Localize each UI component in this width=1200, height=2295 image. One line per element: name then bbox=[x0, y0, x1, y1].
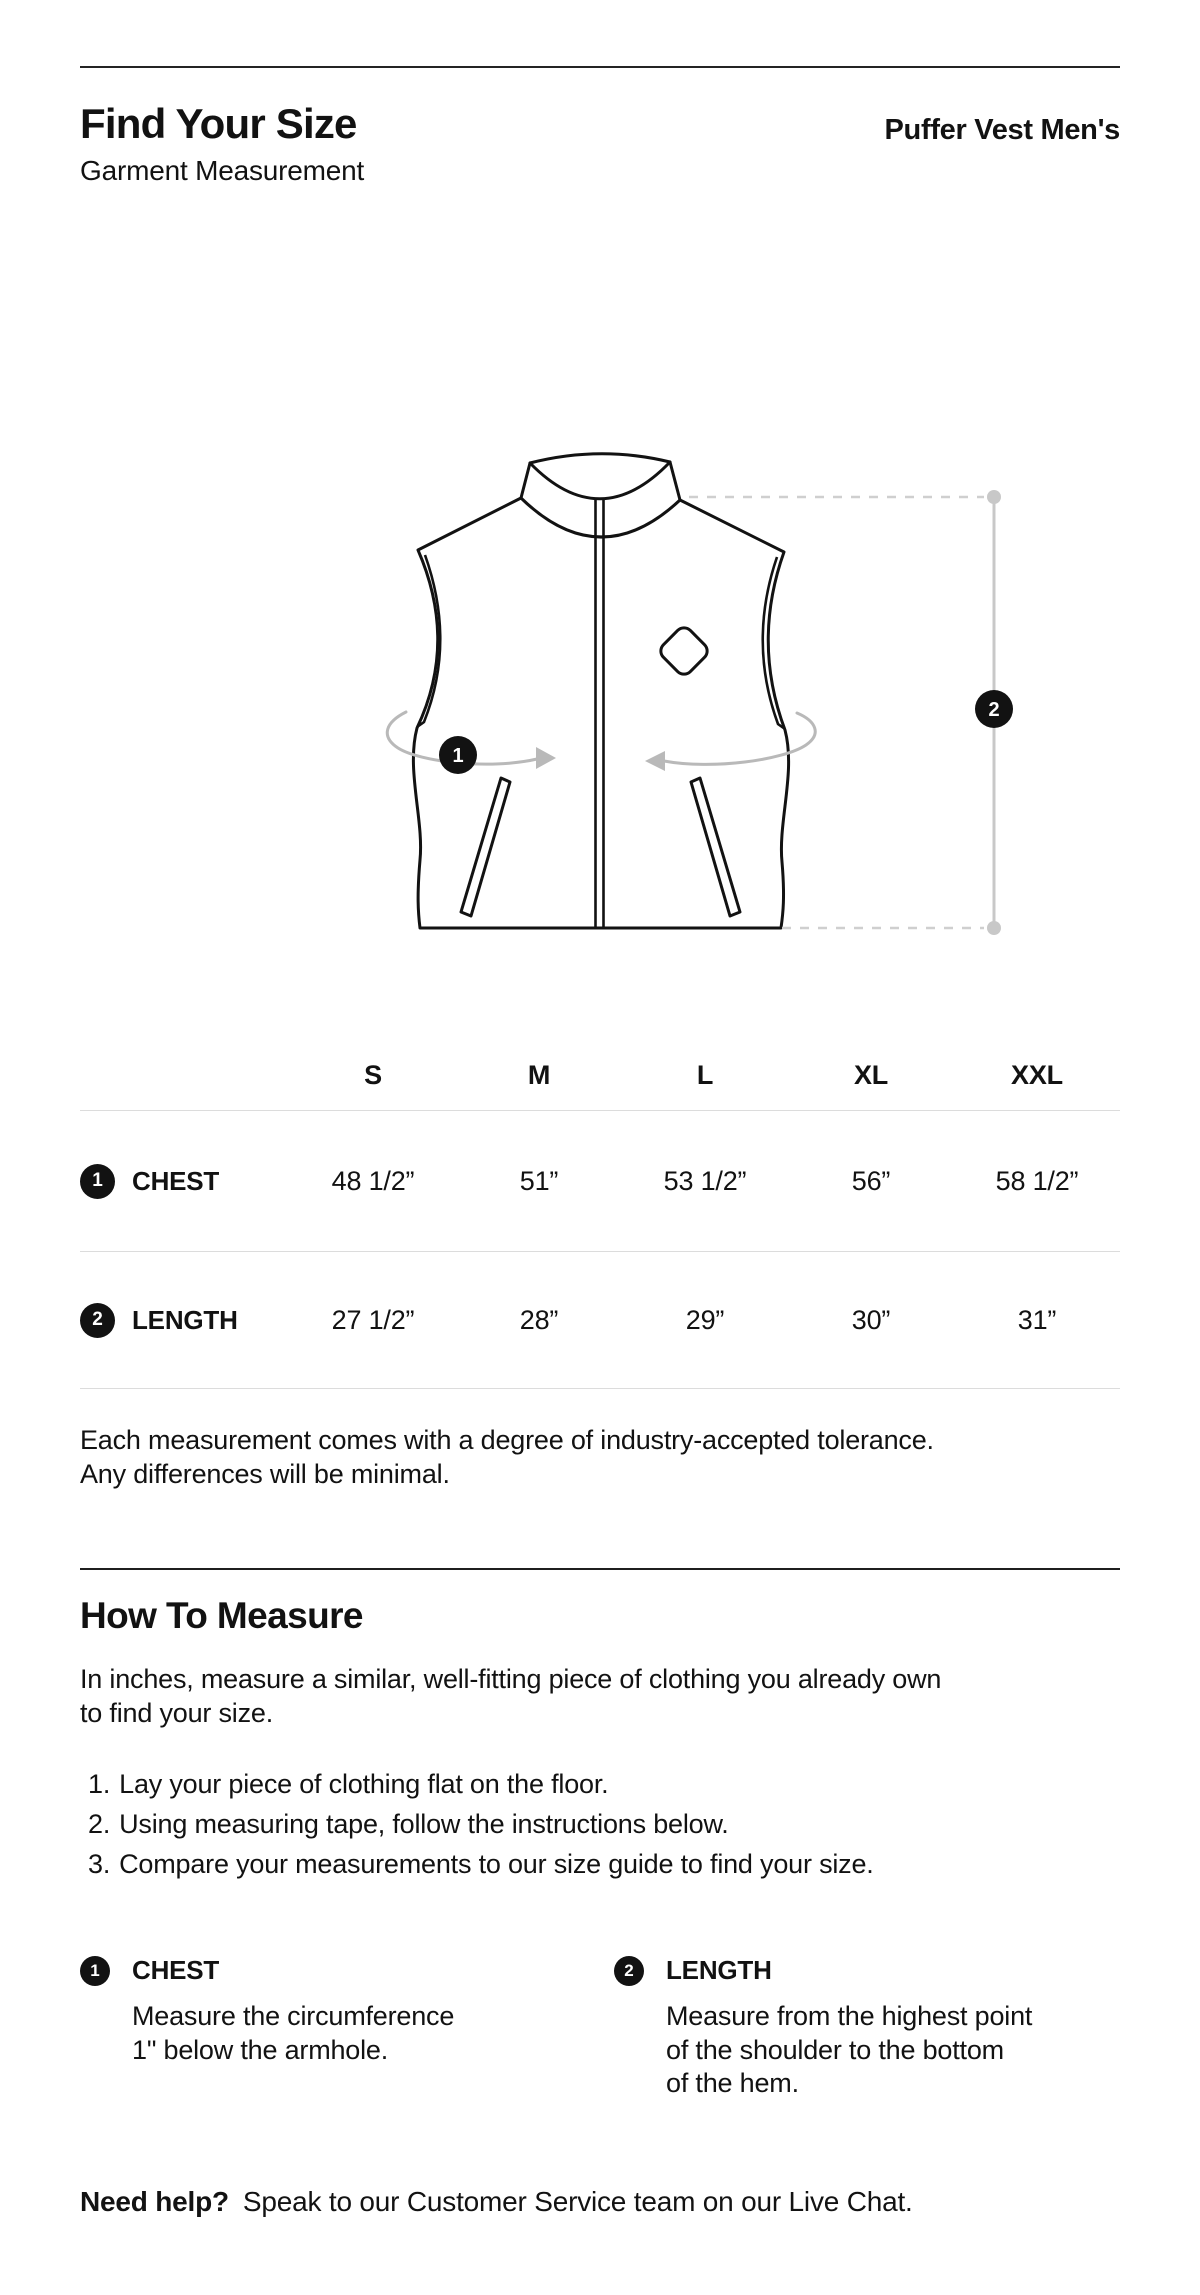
col-header-s: S bbox=[364, 1059, 382, 1090]
step-2 bbox=[88, 1804, 874, 1844]
step-1-text: Lay your piece of clothing flat on the floor. bbox=[119, 1768, 609, 1799]
how-to-measure-intro bbox=[80, 1662, 941, 1730]
page-title: Find Your Size bbox=[80, 100, 357, 147]
length-dot-bottom bbox=[987, 921, 1001, 935]
need-help-note bbox=[80, 2186, 913, 2218]
measurement-details bbox=[80, 1955, 1120, 2101]
length-value-m: 28” bbox=[519, 1304, 559, 1335]
size-table-header-row bbox=[80, 1040, 1120, 1111]
tolerance-line-2: Any differences will be minimal. bbox=[80, 1459, 450, 1489]
length-dot-top bbox=[987, 490, 1001, 504]
step-2-text: Using measuring tape, follow the instructions below. bbox=[119, 1808, 729, 1839]
step-3-text: Compare your measurements to our size guide to find your size. bbox=[119, 1848, 874, 1879]
vest-illustration bbox=[380, 430, 1020, 950]
need-help-text: Speak to our Customer Service team on our Live Chat. bbox=[242, 2186, 913, 2217]
chest-detail-badge: 1 bbox=[80, 1956, 110, 1986]
chest-number-badge: 1 bbox=[80, 1164, 115, 1199]
section-divider bbox=[80, 1568, 1120, 1570]
chest-row-label: CHEST bbox=[132, 1165, 220, 1196]
intro-line-1: In inches, measure a similar, well-fitting piece of clothing you already own bbox=[80, 1664, 942, 1694]
chest-value-xl: 56” bbox=[851, 1165, 891, 1196]
step-2-number: 2. bbox=[88, 1808, 111, 1839]
length-detail-label: LENGTH bbox=[666, 1955, 772, 1985]
table-row-length bbox=[80, 1252, 1120, 1389]
col-header-m: M bbox=[527, 1059, 551, 1090]
chest-value-m: 51” bbox=[519, 1165, 559, 1196]
chest-value-l: 53 1/2” bbox=[663, 1165, 747, 1196]
diagram-badge-chest bbox=[439, 736, 477, 774]
col-header-xl: XL bbox=[853, 1059, 889, 1090]
chest-detail-label: CHEST bbox=[132, 1955, 220, 1985]
length-number-badge: 2 bbox=[80, 1303, 115, 1338]
need-help-label: Need help? bbox=[80, 2186, 229, 2217]
length-value-xxl: 31” bbox=[1017, 1304, 1057, 1335]
intro-line-2: to find your size. bbox=[80, 1698, 273, 1728]
chest-detail-column bbox=[80, 1955, 614, 2101]
length-detail-text: Measure from the highest point of the shoulder to the bottom of the hem. bbox=[666, 2001, 1033, 2098]
measure-steps-list bbox=[88, 1764, 874, 1884]
col-header-xxl: XXL bbox=[1011, 1059, 1063, 1090]
page-subtitle: Garment Measurement bbox=[80, 155, 365, 186]
length-detail-column bbox=[614, 1955, 1120, 2101]
svg-text:1: 1 bbox=[452, 745, 464, 767]
size-table bbox=[80, 1040, 1120, 1389]
chest-value-s: 48 1/2” bbox=[331, 1165, 415, 1196]
step-1 bbox=[88, 1764, 874, 1804]
svg-text:2: 2 bbox=[988, 699, 1000, 721]
chest-detail-text: Measure the circumference 1" below the armhole. bbox=[132, 2001, 455, 2065]
length-value-s: 27 1/2” bbox=[331, 1304, 415, 1335]
length-value-xl: 30” bbox=[851, 1304, 891, 1335]
length-detail-badge: 2 bbox=[614, 1956, 644, 1986]
how-to-measure-heading: How To Measure bbox=[80, 1595, 363, 1636]
col-header-l: L bbox=[696, 1059, 714, 1090]
length-value-l: 29” bbox=[685, 1304, 725, 1335]
tolerance-note bbox=[80, 1423, 934, 1491]
tolerance-line-1: Each measurement comes with a degree of industry-accepted tolerance. bbox=[80, 1425, 934, 1455]
length-row-label: LENGTH bbox=[132, 1304, 238, 1335]
vest-body-outline bbox=[413, 454, 788, 928]
vest-diagram-svg bbox=[380, 430, 1020, 950]
top-rule bbox=[80, 66, 1120, 68]
step-3-number: 3. bbox=[88, 1848, 111, 1879]
step-1-number: 1. bbox=[88, 1768, 111, 1799]
diagram-badge-length bbox=[975, 690, 1013, 728]
step-3 bbox=[88, 1844, 874, 1884]
chest-value-xxl: 58 1/2” bbox=[995, 1165, 1079, 1196]
table-row-chest bbox=[80, 1111, 1120, 1252]
product-name: Puffer Vest Men's bbox=[884, 114, 1120, 146]
